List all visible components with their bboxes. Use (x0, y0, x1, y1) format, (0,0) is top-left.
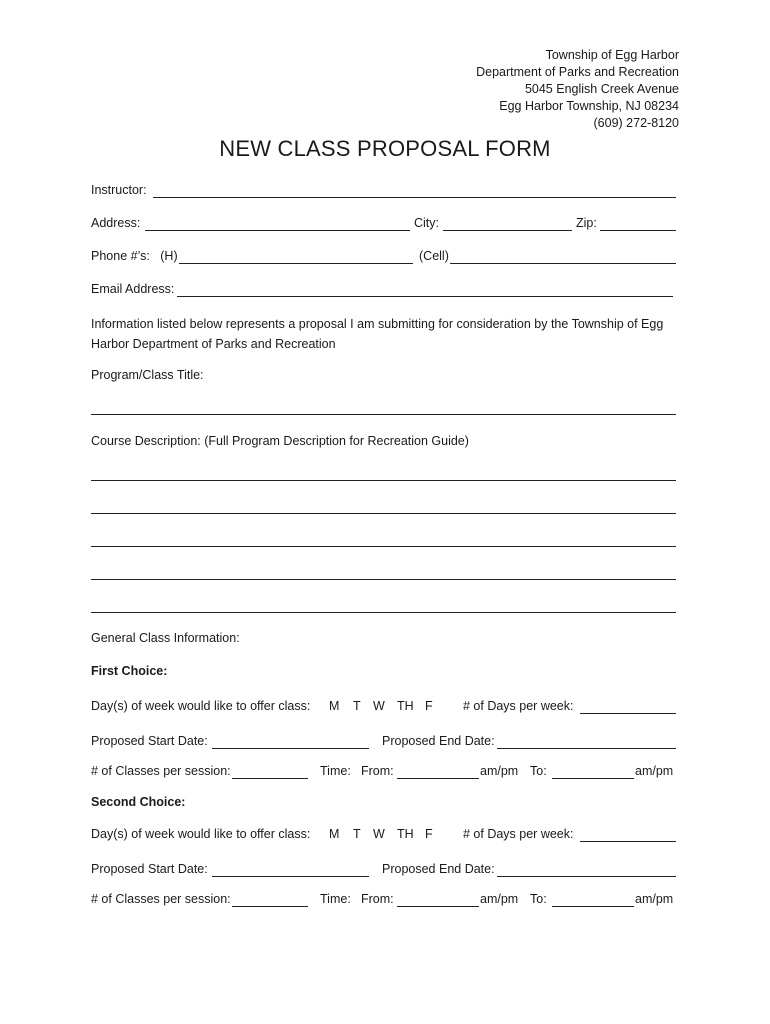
first-to-ampm: am/pm (635, 764, 674, 778)
course-description-line-4[interactable] (91, 579, 676, 580)
first-from-label: From: (361, 764, 394, 778)
header-line-5: (609) 272-8120 (593, 116, 679, 130)
second-to-ampm: am/pm (635, 892, 674, 906)
program-title-label: Program/Class Title: (91, 368, 204, 382)
email-field[interactable] (177, 296, 673, 297)
course-description-line-3[interactable] (91, 546, 676, 547)
first-to-field[interactable] (552, 778, 634, 779)
first-day-f[interactable]: F (425, 699, 433, 713)
second-end-date-field[interactable] (497, 876, 676, 877)
page-title: NEW CLASS PROPOSAL FORM (219, 136, 551, 161)
header-line-1: Township of Egg Harbor (545, 48, 679, 62)
address-label: Address: (91, 216, 141, 230)
program-title-field[interactable] (91, 414, 676, 415)
first-day-w[interactable]: W (373, 699, 385, 713)
second-day-w[interactable]: W (373, 827, 385, 841)
first-day-m[interactable]: M (329, 699, 340, 713)
city-field[interactable] (443, 230, 572, 231)
address-field[interactable] (145, 230, 410, 231)
course-description-label: Course Description: (Full Program Description for Recreation Guide) (91, 434, 469, 448)
first-days-label: Day(s) of week would like to offer class: (91, 699, 311, 713)
instructor-field[interactable] (153, 197, 676, 198)
instructor-label: Instructor: (91, 183, 147, 197)
first-choice-heading: First Choice: (91, 664, 168, 678)
first-from-ampm: am/pm (480, 764, 519, 778)
phone-cell-label: (Cell) (419, 249, 449, 263)
phone-home-field[interactable] (179, 263, 413, 264)
phone-home-label: Phone #’s: (H) (91, 249, 178, 263)
zip-field[interactable] (600, 230, 676, 231)
course-description-line-1[interactable] (91, 480, 676, 481)
first-start-date-field[interactable] (212, 748, 369, 749)
first-classes-per-session-field[interactable] (232, 778, 308, 779)
second-to-field[interactable] (552, 906, 634, 907)
first-time-label: Time: (320, 764, 351, 778)
second-days-per-week-field[interactable] (580, 841, 676, 842)
second-start-date-label: Proposed Start Date: (91, 862, 208, 876)
second-days-label: Day(s) of week would like to offer class: (91, 827, 311, 841)
second-from-label: From: (361, 892, 394, 906)
first-classes-per-session-label: # of Classes per session: (91, 764, 231, 778)
second-day-th[interactable]: TH (397, 827, 414, 841)
second-to-label: To: (530, 892, 547, 906)
second-time-label: Time: (320, 892, 351, 906)
zip-label: Zip: (576, 216, 597, 230)
first-from-field[interactable] (397, 778, 479, 779)
second-days-per-week-label: # of Days per week: (463, 827, 574, 841)
header-line-2: Department of Parks and Recreation (476, 65, 679, 79)
second-end-date-label: Proposed End Date: (382, 862, 495, 876)
email-label: Email Address: (91, 282, 175, 296)
second-choice-heading: Second Choice: (91, 795, 186, 809)
header-line-4: Egg Harbor Township, NJ 08234 (499, 99, 679, 113)
first-days-per-week-label: # of Days per week: (463, 699, 574, 713)
general-info-label: General Class Information: (91, 631, 240, 645)
course-description-line-2[interactable] (91, 513, 676, 514)
course-description-line-5[interactable] (91, 612, 676, 613)
intro-paragraph: Information listed below represents a proposal I am submitting for consideration by the Township of Egg Harbor Department of Parks and Recreation (91, 317, 664, 351)
first-start-date-label: Proposed Start Date: (91, 734, 208, 748)
first-day-t[interactable]: T (353, 699, 361, 713)
second-classes-per-session-label: # of Classes per session: (91, 892, 231, 906)
second-day-t[interactable]: T (353, 827, 361, 841)
phone-cell-field[interactable] (450, 263, 676, 264)
second-day-f[interactable]: F (425, 827, 433, 841)
header-line-3: 5045 English Creek Avenue (524, 82, 679, 96)
second-day-m[interactable]: M (329, 827, 340, 841)
city-label: City: (414, 216, 439, 230)
first-days-per-week-field[interactable] (580, 713, 676, 714)
second-from-ampm: am/pm (480, 892, 519, 906)
first-end-date-label: Proposed End Date: (382, 734, 495, 748)
first-to-label: To: (530, 764, 547, 778)
second-from-field[interactable] (397, 906, 479, 907)
first-end-date-field[interactable] (497, 748, 676, 749)
second-start-date-field[interactable] (212, 876, 369, 877)
second-classes-per-session-field[interactable] (232, 906, 308, 907)
first-day-th[interactable]: TH (397, 699, 414, 713)
